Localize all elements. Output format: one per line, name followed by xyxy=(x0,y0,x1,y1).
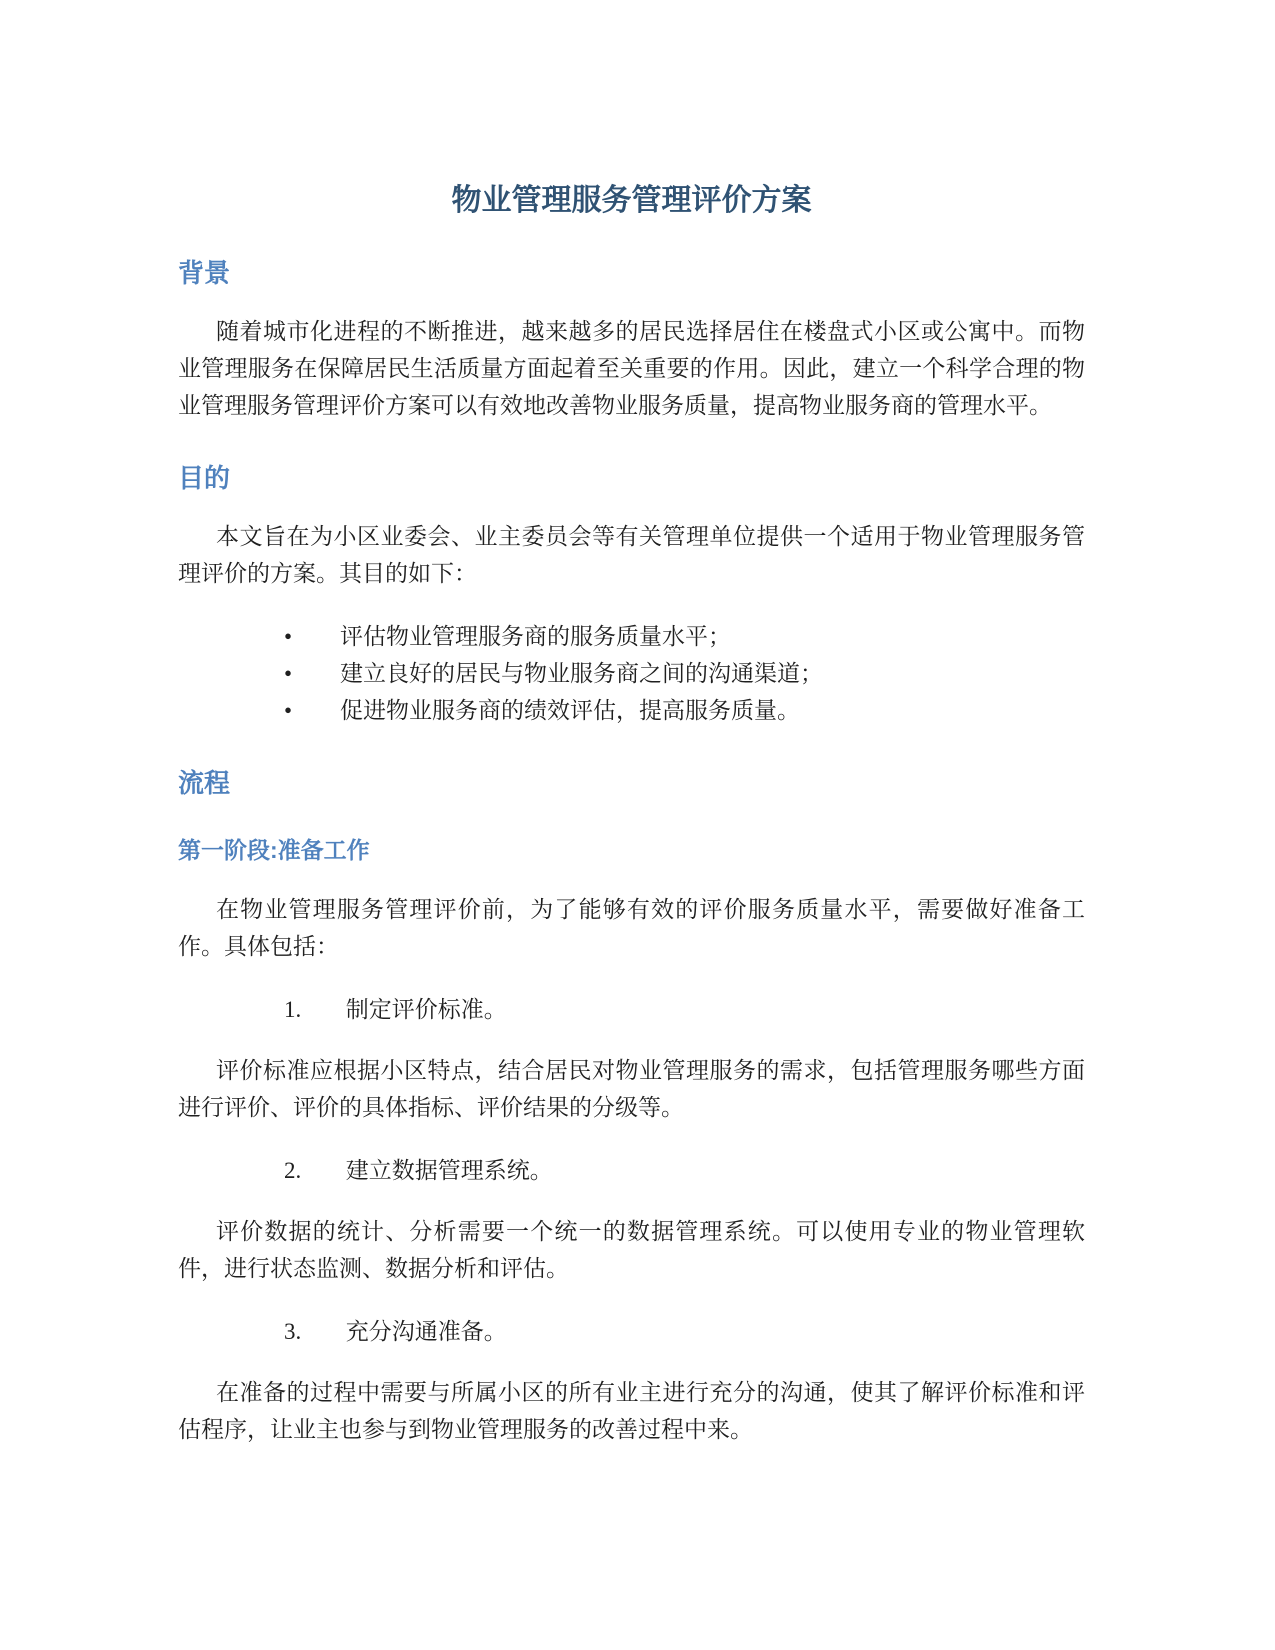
step-number: 1. xyxy=(284,997,302,1022)
step-item-1 xyxy=(178,991,1085,1028)
list-item xyxy=(178,618,1085,655)
heading-background: 背景 xyxy=(178,258,231,288)
heading-purpose: 目的 xyxy=(178,463,231,493)
step-item-2 xyxy=(178,1152,1085,1189)
list-item xyxy=(178,692,1085,729)
subheading-stage1: 第一阶段:准备工作 xyxy=(178,837,370,863)
bullet-icon: • xyxy=(284,624,293,649)
paragraph-stage1-intro: 在物业管理服务管理评价前，为了能够有效的评价服务质量水平，需要做好准备工作。具体包括： xyxy=(178,897,1085,959)
step-title: 制定评价标准。 xyxy=(345,997,507,1022)
heading-process: 流程 xyxy=(178,768,231,798)
paragraph-step-3-detail: 在准备的过程中需要与所属小区的所有业主进行充分的沟通，使其了解评价标准和评估程序，让业主也参与到物业管理服务的改善过程中来。 xyxy=(178,1380,1085,1442)
paragraph-background: 随着城市化进程的不断推进，越来越多的居民选择居住在楼盘式小区或公寓中。而物业管理服务在保障居民生活质量方面起着至关重要的作用。因此，建立一个科学合理的物业管理服务管理评价方案可以有效地改善物业服务质量，提高物业服务商的管理水平。 xyxy=(178,319,1085,418)
step-number: 2. xyxy=(284,1158,302,1183)
step-number: 3. xyxy=(284,1319,302,1344)
list-item-text: 促进物业服务商的绩效评估，提高服务质量。 xyxy=(340,698,800,723)
document-title: 物业管理服务管理评价方案 xyxy=(451,184,812,217)
bullet-icon: • xyxy=(284,661,293,686)
list-item xyxy=(178,655,1085,692)
purpose-bullet-list xyxy=(178,618,1085,729)
list-item-text: 评估物业管理服务商的服务质量水平； xyxy=(340,624,731,649)
step-title: 充分沟通准备。 xyxy=(345,1319,507,1344)
bullet-icon: • xyxy=(284,698,293,723)
paragraph-purpose: 本文旨在为小区业委会、业主委员会等有关管理单位提供一个适用于物业管理服务管理评价的方案。其目的如下： xyxy=(178,524,1085,586)
step-title: 建立数据管理系统。 xyxy=(345,1158,553,1183)
step-item-3 xyxy=(178,1313,1085,1350)
list-item-text: 建立良好的居民与物业服务商之间的沟通渠道； xyxy=(340,661,823,686)
paragraph-step-2-detail: 评价数据的统计、分析需要一个统一的数据管理系统。可以使用专业的物业管理软件，进行状态监测、数据分析和评估。 xyxy=(178,1219,1085,1281)
paragraph-step-1-detail: 评价标准应根据小区特点，结合居民对物业管理服务的需求，包括管理服务哪些方面进行评价、评价的具体指标、评价结果的分级等。 xyxy=(178,1058,1085,1120)
